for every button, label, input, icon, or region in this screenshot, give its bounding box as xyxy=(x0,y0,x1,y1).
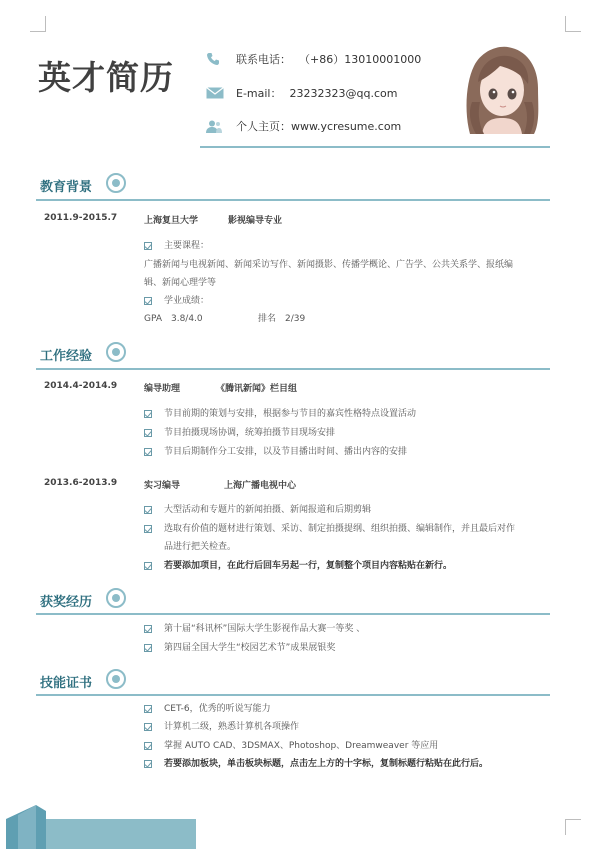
section-title-education: 教育背景 xyxy=(40,180,93,195)
footer-fold-decoration xyxy=(6,805,46,849)
checkbox-icon xyxy=(144,705,152,713)
list-item: 若要添加项目，在此行后回车另起一行，复制整个项目内容粘贴在新行。 xyxy=(144,560,452,573)
ring-icon xyxy=(106,669,126,689)
crop-mark-bottom-right xyxy=(565,819,581,835)
education-courses-line: 辑、新闻心理学等 xyxy=(144,278,217,288)
checkbox-icon xyxy=(144,429,152,437)
list-item: 学业成绩： xyxy=(144,295,209,308)
list-item: 第四届全国大学生“校园艺术节”成果展银奖 xyxy=(144,642,335,655)
education-major: 影视编导专业 xyxy=(228,216,283,226)
phone-value: （+86）13010001000 xyxy=(299,53,422,66)
list-item: 选取有价值的题材进行策划、采访、制定拍摄提纲、组织拍摄、编辑制作，并且最后对作 xyxy=(144,523,515,536)
list-item: 掌握 AUTO CAD、3DSMAX、Photoshop、Dreamweaver 等应用 xyxy=(144,740,438,753)
phone-label: 联系电话： xyxy=(236,53,291,66)
list-item-continuation: 品进行把关检查。 xyxy=(164,542,237,552)
checkbox-icon xyxy=(144,525,152,533)
list-item: 节目后期制作分工安排，以及节目播出时间、播出内容的安排 xyxy=(144,446,407,459)
work-org: 上海广播电视中心 xyxy=(224,481,297,491)
education-rank: 排名 2/39 xyxy=(258,314,306,324)
crop-mark-top-left xyxy=(30,16,46,32)
list-item: 若要添加板块，单击板块标题，点击左上方的十字标，复制标题行粘贴在此行后。 xyxy=(144,758,488,771)
education-date: 2011.9-2015.7 xyxy=(44,213,118,223)
section-divider-skills xyxy=(36,694,550,696)
section-divider-education xyxy=(36,199,550,201)
work-date: 2014.4-2014.9 xyxy=(44,381,118,391)
section-divider-awards xyxy=(36,613,550,615)
footer-bar xyxy=(36,819,196,849)
contact-homepage xyxy=(206,118,401,134)
list-item: 第十届“科讯杯”国际大学生影视作品大赛一等奖 、 xyxy=(144,623,365,636)
education-courses-line: 广播新闻与电视新闻、新闻采访写作、新闻摄影、传播学概论、广告学、公共关系学、报纸编 xyxy=(144,260,514,270)
section-title-skills: 技能证书 xyxy=(40,676,93,691)
resume-title: 英才简历 xyxy=(38,58,174,97)
checkbox-icon xyxy=(144,760,152,768)
checkbox-icon xyxy=(144,410,152,418)
header-divider xyxy=(200,146,550,148)
list-item: 节目前期的策划与安排，根据参与节目的嘉宾性格特点设置活动 xyxy=(144,408,416,421)
section-title-work: 工作经验 xyxy=(40,349,93,364)
checkbox-icon xyxy=(144,297,152,305)
email-value[interactable]: 23232323@qq.com xyxy=(289,86,398,100)
education-gpa: GPA 3.8/4.0 xyxy=(144,314,203,324)
checkbox-icon xyxy=(144,723,152,731)
checkbox-icon xyxy=(144,562,152,570)
list-item: 主要课程： xyxy=(144,240,209,253)
ring-icon xyxy=(106,588,126,608)
checkbox-icon xyxy=(144,242,152,250)
section-divider-work xyxy=(36,368,550,370)
work-date: 2013.6-2013.9 xyxy=(44,478,118,488)
checkbox-icon xyxy=(144,644,152,652)
homepage-value[interactable]: www.ycresume.com xyxy=(291,119,402,133)
crop-mark-top-right xyxy=(565,16,581,32)
list-item: 节目拍摄现场协调，统筹拍摄节目现场安排 xyxy=(144,427,335,440)
phone-icon xyxy=(206,52,228,66)
work-role: 实习编导 xyxy=(144,481,181,491)
work-role: 编导助理 xyxy=(144,384,181,394)
checkbox-icon xyxy=(144,625,152,633)
ring-icon xyxy=(106,342,126,362)
contact-phone xyxy=(206,51,421,67)
list-item: 计算机二级，熟悉计算机各项操作 xyxy=(144,721,299,734)
list-item: 大型活动和专题片的新闻拍摄、新闻报道和后期剪辑 xyxy=(144,504,371,517)
education-school: 上海复旦大学 xyxy=(144,216,199,226)
work-org: 《腾讯新闻》栏目组 xyxy=(216,384,298,394)
user-icon xyxy=(206,120,228,133)
checkbox-icon xyxy=(144,506,152,514)
checkbox-icon xyxy=(144,448,152,456)
ring-icon xyxy=(106,173,126,193)
mail-icon xyxy=(206,87,228,99)
homepage-label: 个人主页： xyxy=(236,120,291,133)
contact-email xyxy=(206,85,397,101)
section-title-awards: 获奖经历 xyxy=(40,595,93,610)
avatar xyxy=(460,42,544,134)
checkbox-icon xyxy=(144,742,152,750)
list-item: CET-6，优秀的听说写能力 xyxy=(144,703,271,716)
email-label: E-mail： xyxy=(236,87,282,100)
